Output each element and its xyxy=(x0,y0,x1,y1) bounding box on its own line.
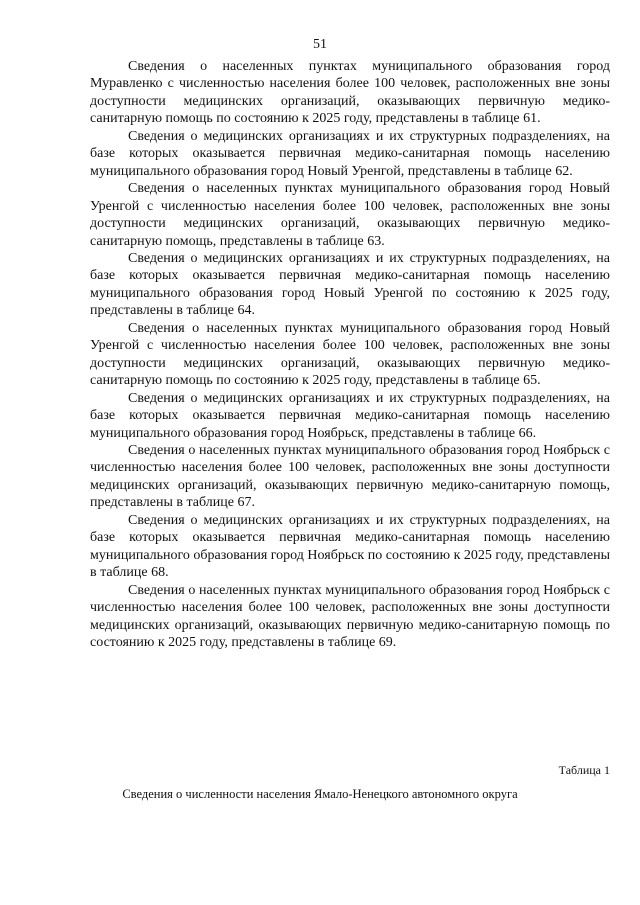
table-caption: Сведения о численности населения Ямало-Ненецкого автономного округа xyxy=(122,787,518,801)
body-text xyxy=(90,58,610,651)
table-label: Таблица 1 xyxy=(558,763,610,777)
paragraph-tables-63: Сведения о населенных пунктах муниципального образования город Новый Уренгой с численностью населения более 100 человек, расположенных вне зоны доступности медицинских организаций, оказывающих первичную медико-санитарную помощь, представлены в таблице 63. xyxy=(90,181,610,249)
page-number: 51 xyxy=(313,37,327,52)
paragraph-tables-66: Сведения о медицинских организациях и их структурных подразделениях, на базе которых оказывается первичная медико-санитарная помощь населению муниципального образования город Ноябрьск, представлены в таблице 66. xyxy=(90,390,610,441)
paragraph-tables-69: Сведения о населенных пунктах муниципального образования город Ноябрьск с численностью населения более 100 человек, расположенных вне зоны доступности медицинских организаций, оказывающих первичную медико-санитарную помощь по состоянию к 2025 году, представлены в таблице 69. xyxy=(90,582,610,650)
paragraph-tables-65: Сведения о населенных пунктах муниципального образования город Новый Уренгой с численностью населения более 100 человек, расположенных вне зоны доступности медицинских организаций, оказывающих первичную медико-санитарную помощь по состоянию к 2025 году, представлены в таблице 65. xyxy=(90,320,610,389)
paragraph-tables-68: Сведения о медицинских организациях и их структурных подразделениях, на базе которых оказывается первичная медико-санитарная помощь населению муниципального образования город Ноябрьск по состоянию к 2025 году, представлены в таблице 68. xyxy=(90,512,610,581)
paragraph-tables-67: Сведения о населенных пунктах муниципального образования город Ноябрьск с численностью населения более 100 человек, расположенных вне зоны доступности медицинских организаций, оказывающих первичную медико-санитарную помощь, представлены в таблице 67. xyxy=(90,442,610,511)
paragraph-tables-61: Сведения о населенных пунктах муниципального образования город Муравленко с численностью населения более 100 человек, расположенных вне зоны доступности медицинских организаций, оказывающих первичную медико-санитарную помощь по состоянию к 2025 году, представлены в таблице 61. xyxy=(90,59,610,127)
paragraph-tables-64: Сведения о медицинских организациях и их структурных подразделениях, на базе которых оказывается первичная медико-санитарная помощь населению муниципального образования город Новый Уренгой по состоянию к 2025 году, представлены в таблице 64. xyxy=(90,250,610,319)
paragraph-tables-62: Сведения о медицинских организациях и их структурных подразделениях, на базе которых оказывается первичная медико-санитарная помощь населению муниципального образования город Новый Уренгой, представлены в таблице 62. xyxy=(90,128,610,179)
